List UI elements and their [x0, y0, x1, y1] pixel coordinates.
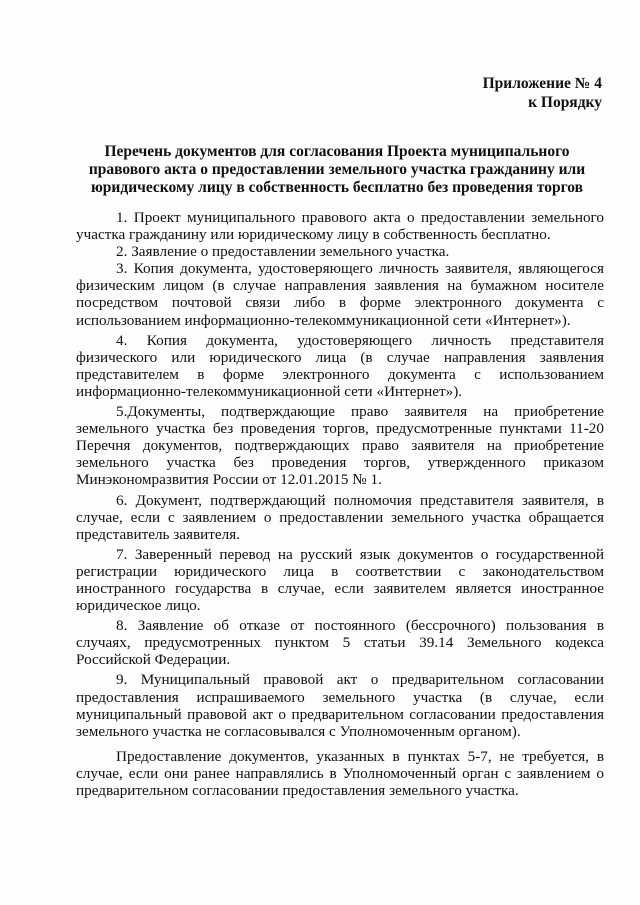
list-item-6: 6. Документ, подтверждающий полномочия представителя заявителя, в случае, если с заявлением о предоставлении земельного участка обращается представитель заявителя.: [76, 491, 604, 543]
list-item-9: 9. Муниципальный правовой акт о предварительном согласовании предоставления испрашиваемого земельного участка (в случае, если муниципальный правовой акт о предварительном согласовании предоставления земельного участка не согласовывался с Уполномоченным органом).: [76, 671, 604, 740]
list-item-2: 2. Заявление о предоставлении земельного участка.: [116, 243, 450, 261]
document-body: [76, 209, 604, 799]
list-item-8: 8. Заявление об отказе от постоянного (бессрочного) пользования в случаях, предусмотренных пунктом 5 статьи 39.14 Земельного кодекса Российской Федерации.: [76, 617, 604, 669]
list-item-7: 7. Заверенный перевод на русский язык документов о государственной регистрации юридического лица в соответствии с законодательством иностранного государства в случае, если заявителем является иностранное юридическое лицо.: [76, 545, 604, 615]
list-item-3: 3. Копия документа, удостоверяющего личность заявителя, являющегося физическим лицом (в случае направления заявления на бумажном носителе посредством почтовой связи либо в форме электронного документа с использованием информационно-телекоммуникационной сети «Интернет»).: [76, 260, 604, 329]
list-item-4: 4. Копия документа, удостоверяющего личность представителя физического или юридического лица (в случае направления заявления представителем в форме электронного документа с использованием информационно-телекоммуникационной сети «Интернет»).: [76, 331, 604, 400]
appendix-reference: к Порядку: [528, 94, 602, 111]
document-title: Перечень документов для согласования Проекта муниципального правового акта о предоставлении земельного участка гражданину или юридическому лицу в собственность бесплатно без проведения торгов: [88, 143, 586, 196]
appendix-header: [483, 74, 602, 112]
closing-note: Предоставление документов, указанных в пунктах 5-7, не требуется, в случае, если они ранее направлялись в Уполномоченный орган с заявлением о предварительном согласовании предоставления земельного участка.: [76, 747, 604, 799]
appendix-number: Приложение № 4: [482, 75, 602, 92]
list-item-1: 1. Проект муниципального правового акта о предоставлении земельного участка гражданину или юридическому лицу в собственность бесплатно.: [76, 209, 604, 244]
list-item-5: 5.Документы, подтверждающие право заявителя на приобретение земельного участка без проведения торгов, предусмотренные пунктами 11-20 Перечня документов, подтверждающих право заявителя на приобретение земельного участка без проведения торгов, утвержденного приказом Минэкономразвития России от 12.01.2015 № 1.: [76, 403, 604, 489]
